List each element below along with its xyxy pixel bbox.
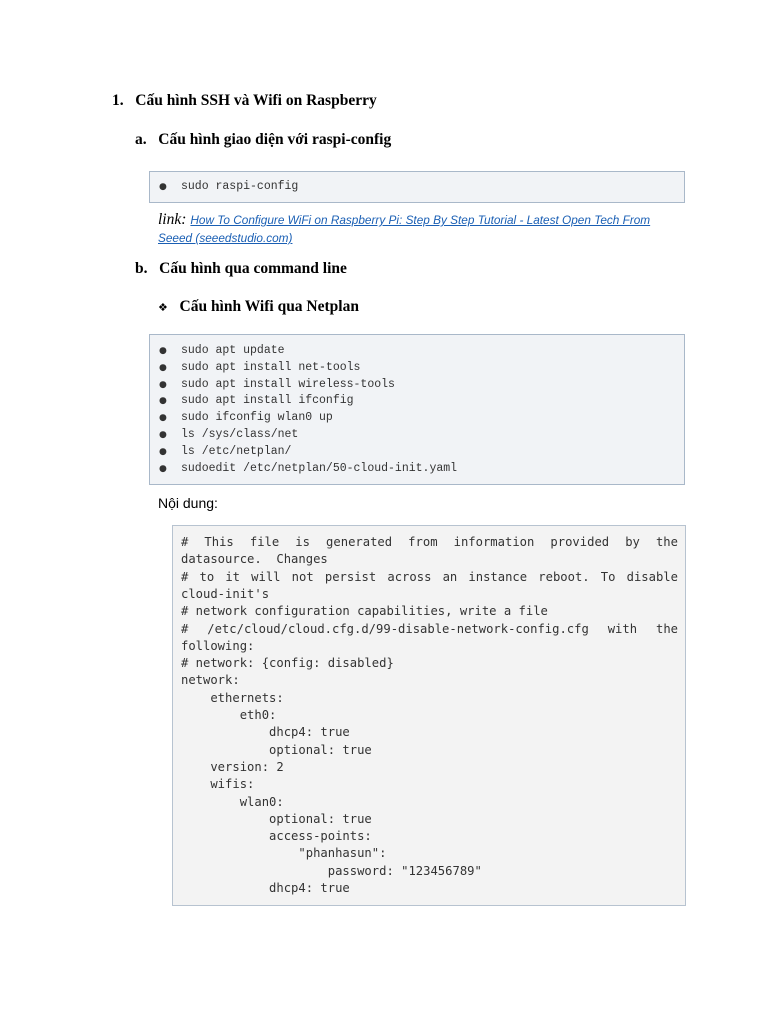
- tutorial-link[interactable]: How To Configure WiFi on Raspberry Pi: Step By Step Tutorial - Latest Open Tech From: [190, 213, 651, 227]
- link-label: link:: [158, 211, 187, 228]
- subsection-text: Cấu hình qua command line: [159, 260, 347, 277]
- diamond-bullet-icon: ❖: [158, 301, 168, 314]
- bullet-icon: ●: [159, 396, 167, 407]
- netplan-heading: [158, 298, 359, 316]
- yaml-line: ethernets:: [181, 690, 284, 705]
- command-item: [150, 393, 684, 410]
- command-item: [150, 444, 684, 461]
- bullet-icon: ●: [159, 362, 167, 373]
- netplan-heading-text: Cấu hình Wifi qua Netplan: [179, 298, 359, 315]
- command-text: sudo apt install ifconfig: [181, 394, 354, 408]
- heading-number: 1.: [112, 92, 124, 109]
- yaml-line: optional: true: [181, 811, 372, 826]
- yaml-line: eth0:: [181, 708, 277, 722]
- yaml-line: dhcp4: true: [181, 881, 350, 895]
- command-box-netplan: [149, 334, 685, 485]
- yaml-line: access-points:: [181, 829, 372, 844]
- yaml-line: password: "123456789": [181, 863, 482, 878]
- yaml-line: wifis:: [181, 777, 255, 792]
- bullet-icon: ●: [159, 379, 167, 390]
- heading-text: Cấu hình SSH và Wifi on Raspberry: [135, 92, 377, 109]
- command-box-raspi-config: [149, 171, 685, 203]
- subsection-text: Cấu hình giao diện với raspi-config: [158, 131, 392, 148]
- command-item: [150, 377, 684, 394]
- bullet-icon: ●: [159, 346, 167, 356]
- yaml-line: # This file is generated from information provided by the: [181, 535, 678, 549]
- command-item: [150, 461, 684, 478]
- yaml-line: datasource. Changes: [181, 552, 328, 567]
- yaml-line: # to it will not persist across an instance reboot. To disable: [181, 569, 678, 584]
- command-text: sudoedit /etc/netplan/50-cloud-init.yaml: [181, 461, 458, 475]
- subsection-letter: b.: [135, 260, 148, 277]
- yaml-line: optional: true: [181, 742, 372, 757]
- yaml-line: network:: [181, 673, 240, 688]
- yaml-line: "phanhasun":: [181, 846, 387, 861]
- bullet-icon: ●: [159, 182, 167, 192]
- bullet-icon: ●: [159, 413, 167, 424]
- command-text: sudo ifconfig wlan0 up: [181, 411, 333, 425]
- subsection-heading-b: [135, 260, 347, 278]
- command-item: [150, 343, 684, 360]
- content-label: Nội dung:: [158, 495, 218, 511]
- yaml-line: # /etc/cloud/cloud.cfg.d/99-disable-network-config.cfg with the: [181, 621, 678, 636]
- yaml-line: dhcp4: true: [181, 725, 350, 740]
- bullet-icon: ●: [159, 463, 167, 474]
- command-text: ls /sys/class/net: [181, 427, 299, 441]
- tutorial-link-continued[interactable]: Seeed (seeedstudio.com): [158, 231, 293, 245]
- command-text: sudo raspi-config: [181, 180, 299, 193]
- yaml-line: following:: [181, 638, 255, 653]
- section-heading-1: [112, 92, 377, 110]
- yaml-line: # network configuration capabilities, write a file: [181, 604, 548, 619]
- subsection-heading-a: [135, 131, 391, 149]
- link-paragraph: [158, 211, 688, 247]
- command-text: sudo apt update: [181, 344, 285, 357]
- command-text: sudo apt install wireless-tools: [181, 377, 395, 391]
- command-item: [150, 360, 684, 377]
- command-text: ls /etc/netplan/: [181, 444, 292, 458]
- yaml-code-block: [172, 525, 686, 906]
- yaml-line: version: 2: [181, 759, 284, 774]
- yaml-line: # network: {config: disabled}: [181, 656, 394, 671]
- command-item: [150, 410, 684, 427]
- command-item: [150, 427, 684, 444]
- subsection-letter: a.: [135, 131, 147, 148]
- bullet-icon: ●: [159, 429, 167, 440]
- yaml-line: cloud-init's: [181, 586, 270, 601]
- yaml-line: wlan0:: [181, 794, 284, 809]
- command-item: [150, 179, 684, 196]
- bullet-icon: ●: [159, 446, 167, 457]
- command-text: sudo apt install net-tools: [181, 360, 361, 374]
